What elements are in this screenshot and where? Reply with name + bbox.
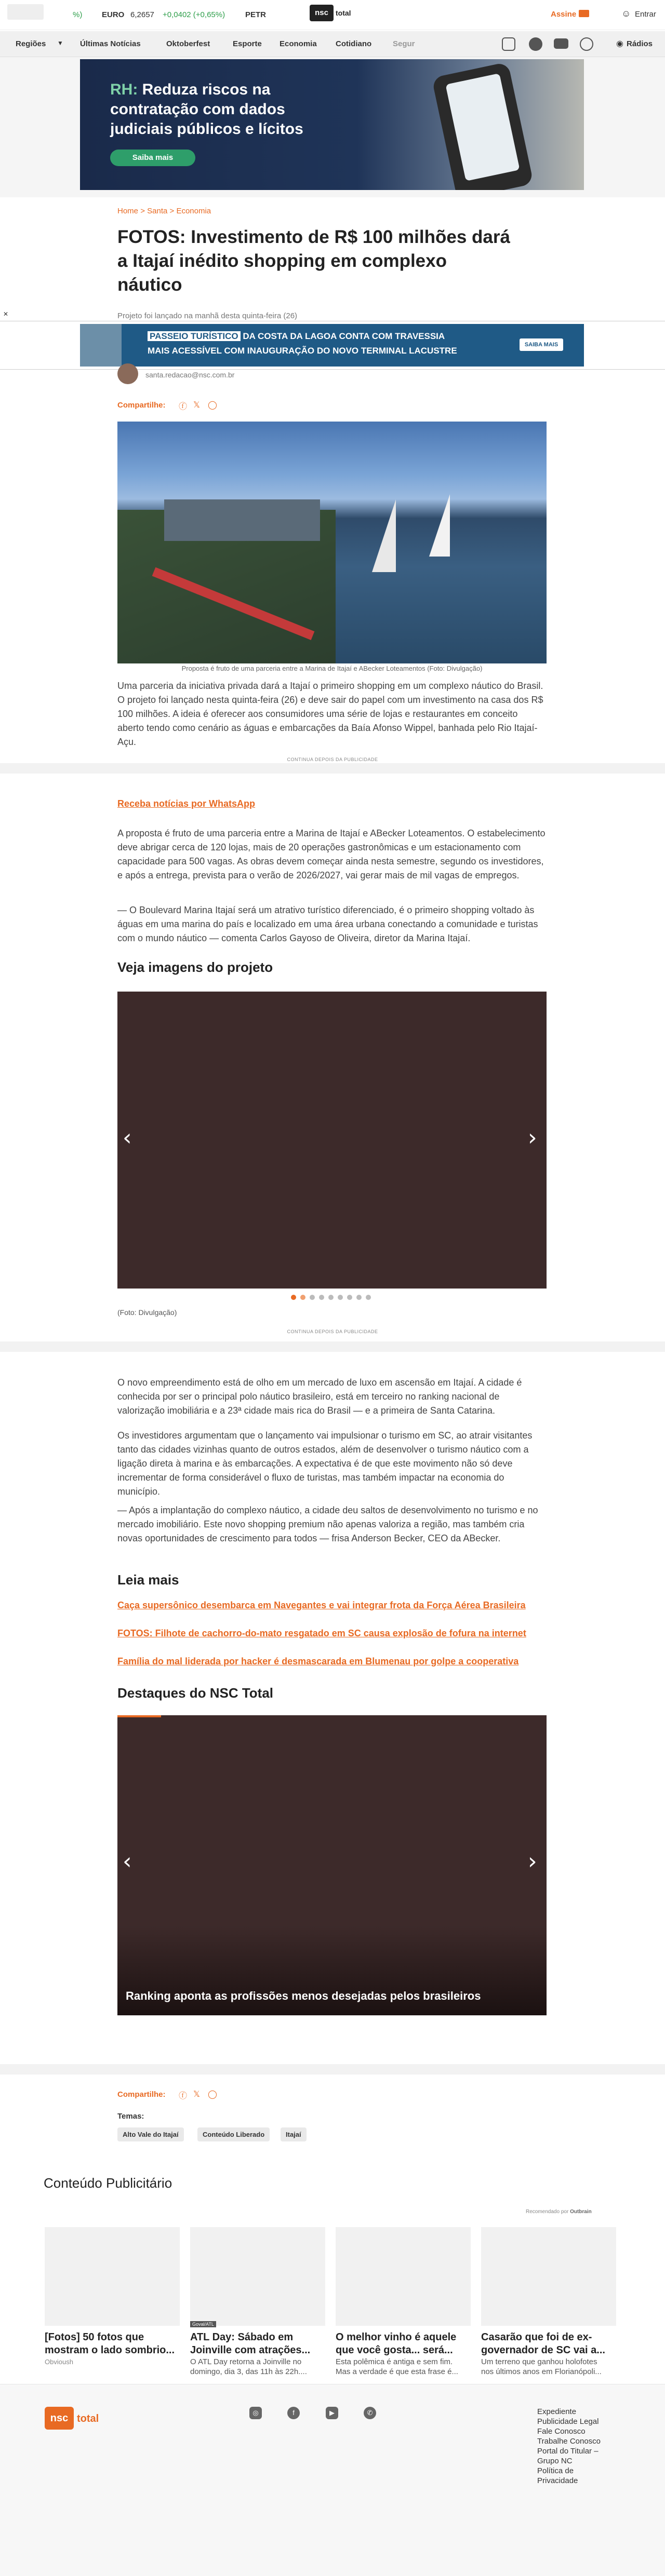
sponsored-title: governador de SC vai a... <box>481 2344 605 2356</box>
tag-itajai[interactable]: Itajaí <box>281 2127 307 2141</box>
footer-logo[interactable]: nsc <box>45 2407 74 2430</box>
hero-image[interactable] <box>117 422 547 663</box>
hero-building <box>164 499 320 541</box>
euro-value: 6,2657 <box>130 10 154 19</box>
related-link-2[interactable]: FOTOS: Filhote de cachorro-do-mato resgatado em SC causa explosão de fofura na internet <box>117 1628 526 1638</box>
ad-banner-mid[interactable] <box>80 324 584 367</box>
hero-caption: Proposta é fruto de uma parceria entre a Marina de Itajaí e ABecker Loteamentos (Foto: Divulgação) <box>181 665 483 672</box>
footer-link-publicidade[interactable]: Publicidade Legal <box>537 2417 599 2426</box>
sponsored-title: ATL Day: Sábado em <box>190 2331 294 2343</box>
sponsored-image[interactable] <box>45 2227 180 2326</box>
nsc-logo[interactable]: nsc <box>310 5 334 21</box>
login-link[interactable]: Entrar <box>635 10 656 19</box>
breadcrumb-santa[interactable]: Santa <box>147 207 168 215</box>
tag-conteudo-liberado[interactable]: Conteúdo Liberado <box>197 2127 270 2141</box>
destaques-progress <box>117 1715 161 1717</box>
facebook-icon[interactable] <box>529 37 542 51</box>
whatsapp-icon[interactable] <box>580 37 593 51</box>
continue-label: CONTINUA DEPOIS DA PUBLICIDADE <box>287 1329 378 1334</box>
gallery-carousel[interactable] <box>117 992 547 1289</box>
sponsored-title: Casarão que foi de ex- <box>481 2331 592 2343</box>
page-title-line-2: a Itajaí inédito shopping em complexo <box>117 251 447 271</box>
ad-mid-highlight: PASSEIO TURÍSTICO <box>148 331 241 341</box>
footer-link-fale[interactable]: Fale Conosco <box>537 2427 586 2436</box>
sponsored-desc: Esta polêmica é antiga e sem fim. <box>336 2357 453 2366</box>
leia-mais-heading: Leia mais <box>117 1572 179 1588</box>
subscribe-icon <box>579 10 589 17</box>
x-share-icon[interactable]: 𝕏 <box>193 401 200 410</box>
nav-regioes[interactable]: Regiões <box>16 39 46 48</box>
avatar <box>117 363 138 384</box>
nav-esporte[interactable]: Esporte <box>233 39 262 48</box>
ad-brand: RH: <box>110 81 138 98</box>
related-link-1[interactable]: Caça supersônico desembarca em Navegantes e vai integrar frota da Força Aérea Brasileira <box>117 1600 526 1610</box>
sponsored-source: Obvioush <box>45 2358 73 2366</box>
sponsored-image[interactable] <box>190 2227 325 2326</box>
footer-links <box>537 2407 601 2486</box>
footer-link-expediente[interactable]: Expediente <box>537 2407 577 2416</box>
outbrain-label[interactable] <box>526 2209 592 2215</box>
main-nav <box>0 31 665 57</box>
destaques-slide-title[interactable]: Ranking aponta as profissões menos desejadas pelos brasileiros <box>126 1989 481 2002</box>
sponsored-image[interactable] <box>336 2227 471 2326</box>
radio-icon: ◉ <box>616 39 623 48</box>
footer-link-grupo[interactable]: Grupo NC <box>537 2457 573 2465</box>
share-label: Compartilhe: <box>117 2090 166 2099</box>
gallery-dot[interactable] <box>310 1295 315 1300</box>
page-title-line-3: náutico <box>117 275 182 295</box>
gallery-dot[interactable] <box>300 1295 305 1300</box>
user-icon[interactable]: ☺ <box>621 8 631 19</box>
youtube-icon[interactable] <box>554 38 568 49</box>
euro-change: +0,0402 (+0,65%) <box>163 10 225 19</box>
ad-separator <box>0 2064 665 2075</box>
x-share-icon[interactable]: 𝕏 <box>193 2090 200 2099</box>
partner-badge[interactable] <box>7 4 44 20</box>
next-arrow-icon[interactable]: › <box>528 1848 537 1875</box>
sponsored-title: que você gosta... será... <box>336 2344 453 2356</box>
footer-link-politica[interactable]: Política de <box>537 2466 574 2475</box>
breadcrumb-sep: > <box>140 207 145 215</box>
close-icon[interactable]: ✕ <box>3 310 9 318</box>
ticker-fragment: %) <box>73 10 83 19</box>
breadcrumb <box>117 207 211 215</box>
outbrain-by: Recomendado por <box>526 2209 569 2215</box>
euro-label: EURO <box>102 10 125 19</box>
tag-alto-vale[interactable]: Alto Vale do Itajaí <box>117 2127 184 2141</box>
ad-cta-button[interactable]: Saiba mais <box>110 150 195 166</box>
top-bar <box>0 0 665 30</box>
outbrain-logo: Outbrain <box>570 2209 592 2215</box>
nav-radios[interactable]: Rádios <box>627 39 653 48</box>
page-title-line-1: FOTOS: Investimento de R$ 100 milhões dará <box>117 227 510 247</box>
whatsapp-icon[interactable]: ✆ <box>364 2407 376 2419</box>
tags-label: Temas: <box>117 2112 144 2121</box>
footer-logo-total: total <box>77 2413 99 2424</box>
gallery-caption: (Foto: Divulgação) <box>117 1308 177 1317</box>
sponsored-title: mostram o lado sombrio... <box>45 2344 175 2356</box>
article-subtitle: Projeto foi lançado na manhã desta quinta-feira (26) <box>117 311 298 320</box>
paragraph-3: — O Boulevard Marina Itajaí será um atrativo turístico diferenciado, é o primeiro shopping voltado às águas em uma marina do país e localizado em uma área urbana conectando a comunidade e turistas com o mundo náutico — comenta Carlos Gayoso de Oliveira, diretor da Marina Itajaí. <box>117 905 538 943</box>
nav-economia[interactable]: Economia <box>280 39 317 48</box>
sponsored-desc: Um terreno que ganhou holofotes <box>481 2357 597 2366</box>
nav-seguranca[interactable]: Segur <box>393 39 415 48</box>
footer-link-trabalhe[interactable]: Trabalhe Conosco <box>537 2437 601 2446</box>
sponsored-badge: Goval/ATL <box>190 2321 216 2327</box>
sponsored-card-4[interactable] <box>481 2331 616 2377</box>
nav-cotidiano[interactable]: Cotidiano <box>336 39 372 48</box>
ad-line-1: Reduza riscos na <box>142 81 271 98</box>
next-arrow-icon[interactable]: › <box>528 1124 537 1151</box>
ad-mid-image <box>80 324 122 367</box>
breadcrumb-economia[interactable]: Economia <box>176 207 211 215</box>
sponsored-desc: O ATL Day retorna a Joinville no <box>190 2357 302 2366</box>
sponsored-desc: domingo, dia 3, das 11h às 22h.... <box>190 2367 307 2376</box>
facebook-share-icon[interactable]: ⓕ <box>179 402 188 411</box>
sponsored-card-2[interactable] <box>190 2331 325 2377</box>
author-email[interactable]: santa.redacao@nsc.com.br <box>145 371 235 379</box>
sponsored-desc: nos últimos anos em Florianópoli... <box>481 2367 602 2376</box>
sponsored-card-1[interactable] <box>45 2331 180 2367</box>
page-title <box>117 225 554 297</box>
gallery-dot[interactable] <box>328 1295 334 1300</box>
ad-line-3: judiciais públicos e lícitos <box>110 120 303 138</box>
gallery-dot[interactable] <box>319 1295 324 1300</box>
footer-link-privacidade[interactable]: Privacidade <box>537 2476 578 2485</box>
gallery-dot[interactable] <box>338 1295 343 1300</box>
prev-arrow-icon[interactable]: ‹ <box>123 1124 132 1151</box>
continue-label: CONTINUA DEPOIS DA PUBLICIDADE <box>287 757 378 762</box>
paragraph-4: O novo empreendimento está de olho em um mercado de luxo em ascensão em Itajaí. A cidade é conhecida por ser o principal polo náutico brasileiro, está em terceiro no ranking nacional de valorização imobiliária e a 23ª cidade mais rica do Brasil — e a primeira de Santa Catarina. <box>117 1377 522 1416</box>
subscribe-link[interactable]: Assine <box>551 10 577 19</box>
ad-banner-top[interactable] <box>80 59 584 190</box>
ad-mid-cta[interactable]: SAIBA MAIS <box>520 338 563 351</box>
prev-arrow-icon[interactable]: ‹ <box>123 1848 132 1875</box>
nav-oktoberfest[interactable]: Oktoberfest <box>166 39 210 48</box>
ad-line-2: contratação com dados <box>110 101 285 118</box>
whatsapp-share-icon[interactable]: ◯ <box>208 2090 217 2099</box>
sponsored-card-3[interactable] <box>336 2331 471 2377</box>
gallery-dot[interactable] <box>366 1295 371 1300</box>
ad-mid-line-2: MAIS ACESSÍVEL COM INAUGURAÇÃO DO NOVO TERMINAL LACUSTRE <box>148 346 457 356</box>
whatsapp-share-icon[interactable]: ◯ <box>208 401 217 410</box>
ad-separator <box>0 1341 665 1352</box>
sponsored-title: Joinville com atrações... <box>190 2344 311 2356</box>
whatsapp-link[interactable]: Receba notícias por WhatsApp <box>117 798 256 809</box>
breadcrumb-home[interactable]: Home <box>117 207 139 215</box>
paragraph-5: Os investidores argumentam que o lançamento vai impulsionar o turismo em SC, ao atrair visitantes tanto das cidades vizinhas quanto de outros estados, além de desenvolver o turismo náutico com a ligação direta à marina e às embarcações. A expectativa é de que este movimento não só deve incrementar de forma considerável o fluxo de turistas, mas também impactar na economia do município. <box>117 1430 533 1497</box>
facebook-icon[interactable]: f <box>287 2407 300 2419</box>
sponsored-heading: Conteúdo Publicitário <box>44 2175 172 2191</box>
petr-label: PETR <box>245 10 267 19</box>
hero-sail-2 <box>429 494 450 557</box>
destaques-heading: Destaques do NSC Total <box>117 1685 274 1701</box>
gallery-heading: Veja imagens do projeto <box>117 959 273 975</box>
related-link-3[interactable]: Família do mal liderada por hacker é desmascarada em Blumenau por golpe a cooperativa <box>117 1656 519 1666</box>
footer-link-portal[interactable]: Portal do Titular – <box>537 2447 598 2456</box>
chevron-down-icon[interactable]: ▼ <box>57 39 63 47</box>
facebook-share-icon[interactable]: ⓕ <box>179 2092 188 2100</box>
destaques-carousel[interactable] <box>117 1715 547 2015</box>
breadcrumb-sep: > <box>169 207 175 215</box>
sponsored-title: [Fotos] 50 fotos que <box>45 2331 144 2343</box>
paragraph-6: — Após a implantação do complexo náutico, a cidade deu saltos de desenvolvimento no turismo e no mercado imobiliário. Este novo shopping premium não apenas valoriza a região, mas também cria novas oportunidades de crescimento para todos — frisa Anderson Becker, CEO da ABecker. <box>117 1505 538 1543</box>
logo-total-text: total <box>336 9 351 17</box>
gallery-dot[interactable] <box>347 1295 352 1300</box>
nav-ultimas[interactable]: Últimas Notícias <box>80 39 141 48</box>
gallery-dot[interactable] <box>356 1295 362 1300</box>
share-label: Compartilhe: <box>117 401 166 410</box>
gallery-dot[interactable] <box>291 1295 296 1300</box>
ad-separator <box>0 763 665 774</box>
sponsored-desc: Mas a verdade é que esta frase é... <box>336 2367 458 2376</box>
ad-mid-line-1: DA COSTA DA LAGOA CONTA COM TRAVESSIA <box>243 331 445 341</box>
instagram-icon[interactable] <box>502 37 515 51</box>
youtube-icon[interactable]: ▶ <box>326 2407 338 2419</box>
sponsored-image[interactable] <box>481 2227 616 2326</box>
hero-sail <box>372 499 396 572</box>
paragraph-1: Uma parceria da iniciativa privada dará a Itajaí o primeiro shopping em um complexo náutico do Brasil. O projeto foi lançado nesta quinta-feira (26) e deve sair do papel com um investimento na casa dos R$ 100 milhões. A ideia é oferecer aos consumidores uma série de lojas e restaurantes em conceito aberto tendo como cenário as águas e embarcações da Baía Afonso Wippel, banhada pelo Rio Itajaí-Açu. <box>117 681 543 747</box>
sponsored-title: O melhor vinho é aquele <box>336 2331 457 2343</box>
instagram-icon[interactable]: ◎ <box>249 2407 262 2419</box>
paragraph-2: A proposta é fruto de uma parceria entre a Marina de Itajaí e ABecker Loteamentos. O estabelecimento deve abrigar cerca de 120 lojas, mais de 20 operações gastronômicas e um estacionamento com capacidade para 500 vagas. As obras devem começar ainda nesta semestre, segundo os investidores, e após a entrega, prevista para o verão de 2026/2027, vai gerar mais de mil vagas de empregos. <box>117 828 546 880</box>
